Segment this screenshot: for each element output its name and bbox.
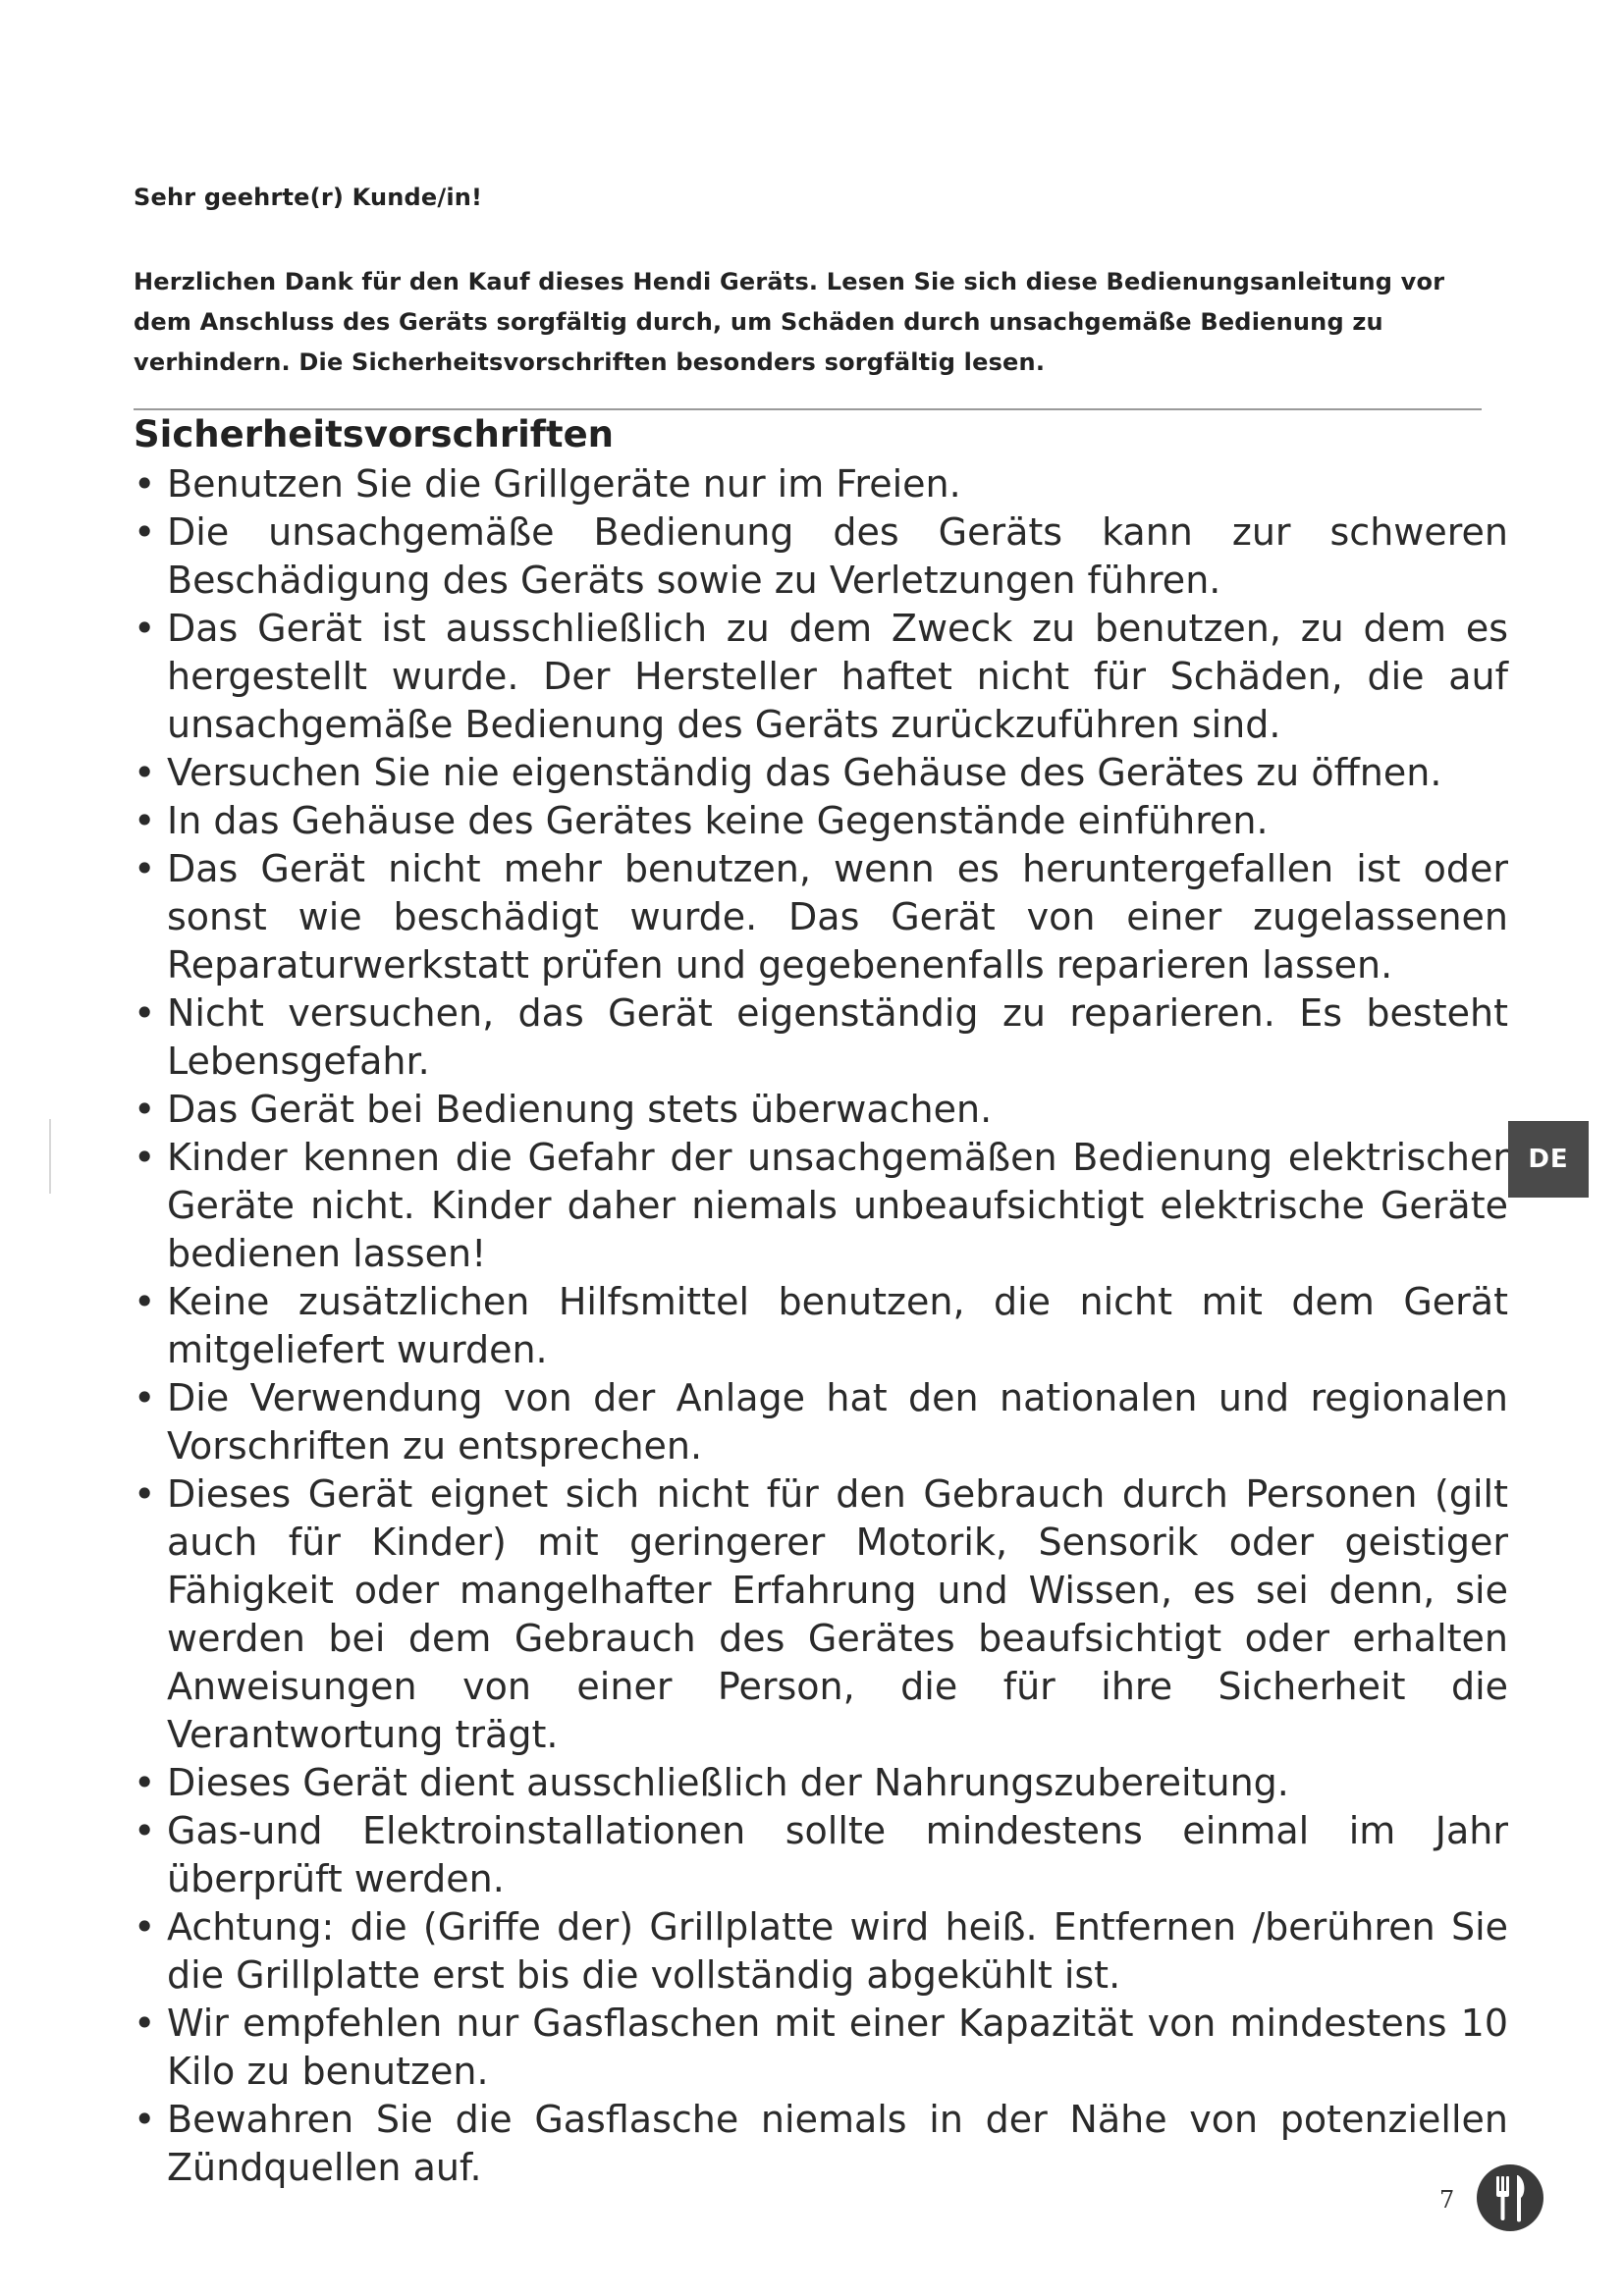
safety-rule-text: Benutzen Sie die Grillgeräte nur im Freien.	[167, 462, 961, 506]
bullet-icon: •	[134, 1905, 156, 1949]
safety-rule-text: Wir empfehlen nur Gasflaschen mit einer Kapazität von mindestens 10 Kilo zu benutzen.	[167, 2002, 1508, 2093]
safety-rule-text: Dieses Gerät dient ausschließlich der Nahrungszubereitung.	[167, 1761, 1289, 1804]
safety-rule-item	[134, 1759, 1508, 1807]
bullet-icon: •	[134, 510, 156, 554]
safety-rule-item	[134, 1134, 1508, 1278]
divider	[134, 408, 1482, 410]
safety-rule-item	[134, 1903, 1508, 2000]
bullet-icon: •	[134, 1088, 156, 1131]
safety-rule-text: Nicht versuchen, das Gerät eigenständig zu reparieren. Es besteht Lebensgefahr.	[167, 991, 1508, 1083]
safety-rule-text: Gas-und Elektroinstallationen sollte mindestens einmal im Jahr überprüft werden.	[167, 1809, 1508, 1900]
bullet-icon: •	[134, 991, 156, 1035]
bullet-icon: •	[134, 2002, 156, 2045]
safety-rule-item	[134, 2096, 1508, 2192]
safety-rule-text: Kinder kennen die Gefahr der unsachgemäßen Bedienung elektrischer Geräte nicht. Kinder daher niemals unbeaufsichtigt elektrische Geräte bedienen lassen!	[167, 1136, 1508, 1275]
bullet-icon: •	[134, 607, 156, 650]
page-number: 7	[1439, 2186, 1455, 2214]
bullet-icon: •	[134, 1376, 156, 1419]
bullet-icon: •	[134, 1280, 156, 1323]
safety-rule-item	[134, 508, 1508, 605]
safety-rule-text: Das Gerät bei Bedienung stets überwachen.	[167, 1088, 993, 1131]
safety-rule-text: In das Gehäuse des Gerätes keine Gegenstände einführen.	[167, 799, 1269, 842]
safety-rule-item	[134, 989, 1508, 1086]
bullet-icon: •	[134, 462, 156, 506]
safety-rule-item	[134, 2000, 1508, 2096]
safety-rule-text: Dieses Gerät eignet sich nicht für den Gebrauch durch Personen (gilt auch für Kinder) mit geringerer Motorik, Sensorik oder geistiger Fähigkeit oder mangelhafter Erfahrung und Wissen, es sei denn, sie werden bei dem Gebrauch des Gerätes beaufsichtigt oder erhalten Anweisungen von einer Person, die für ihre Sicherheit die Verantwortung trägt.	[167, 1472, 1508, 1756]
safety-rule-item	[134, 1278, 1508, 1374]
greeting: Sehr geehrte(r) Kunde/in!	[134, 184, 483, 211]
safety-rule-item	[134, 845, 1508, 989]
safety-rule-item	[134, 797, 1508, 845]
fork-knife-logo-icon	[1475, 2163, 1545, 2233]
safety-rule-text: Die unsachgemäße Bedienung des Geräts kann zur schweren Beschädigung des Geräts sowie zu Verletzungen führen.	[167, 510, 1508, 602]
intro-paragraph: Herzlichen Dank für den Kauf dieses Hendi Geräts. Lesen Sie sich diese Bedienungsanleitung vor dem Anschluss des Geräts sorgfältig durch, um Schäden durch unsachgemäße Bedienung zu verhindern. Die Sicherheitsvorschriften besonders sorgfältig lesen.	[134, 268, 1445, 376]
side-mark	[49, 1119, 51, 1194]
safety-rule-text: Keine zusätzlichen Hilfsmittel benutzen, die nicht mit dem Gerät mitgeliefert wurden.	[167, 1280, 1508, 1371]
safety-rules-list	[134, 460, 1508, 2192]
safety-rule-item	[134, 605, 1508, 749]
bullet-icon: •	[134, 1809, 156, 1852]
bullet-icon: •	[134, 2098, 156, 2141]
safety-rule-item	[134, 1470, 1508, 1759]
safety-rule-text: Bewahren Sie die Gasflasche niemals in der Nähe von potenziellen Zündquellen auf.	[167, 2098, 1508, 2189]
bullet-icon: •	[134, 751, 156, 794]
safety-rule-item	[134, 460, 1508, 508]
bullet-icon: •	[134, 847, 156, 890]
safety-rule-item	[134, 1086, 1508, 1134]
safety-rule-text: Die Verwendung von der Anlage hat den nationalen und regionalen Vorschriften zu entsprechen.	[167, 1376, 1508, 1468]
safety-rule-item	[134, 749, 1508, 797]
language-tab: DE	[1508, 1121, 1589, 1198]
bullet-icon: •	[134, 1136, 156, 1179]
safety-rule-text: Achtung: die (Griffe der) Grillplatte wird heiß. Entfernen /berühren Sie die Grillplatte erst bis die vollständig abgekühlt ist.	[167, 1905, 1508, 1997]
bullet-icon: •	[134, 1761, 156, 1804]
section-title: Sicherheitsvorschriften	[134, 413, 615, 455]
bullet-icon: •	[134, 1472, 156, 1516]
safety-rule-item	[134, 1374, 1508, 1470]
bullet-icon: •	[134, 799, 156, 842]
safety-rule-item	[134, 1807, 1508, 1903]
safety-rule-text: Das Gerät ist ausschließlich zu dem Zweck zu benutzen, zu dem es hergestellt wurde. Der Hersteller haftet nicht für Schäden, die auf unsachgemäße Bedienung des Geräts zurückzuführen sind.	[167, 607, 1508, 746]
safety-rule-text: Versuchen Sie nie eigenständig das Gehäuse des Gerätes zu öffnen.	[167, 751, 1442, 794]
safety-rule-text: Das Gerät nicht mehr benutzen, wenn es heruntergefallen ist oder sonst wie beschädigt wurde. Das Gerät von einer zugelassenen Reparaturwerkstatt prüfen und gegebenenfalls reparieren lassen.	[167, 847, 1508, 987]
